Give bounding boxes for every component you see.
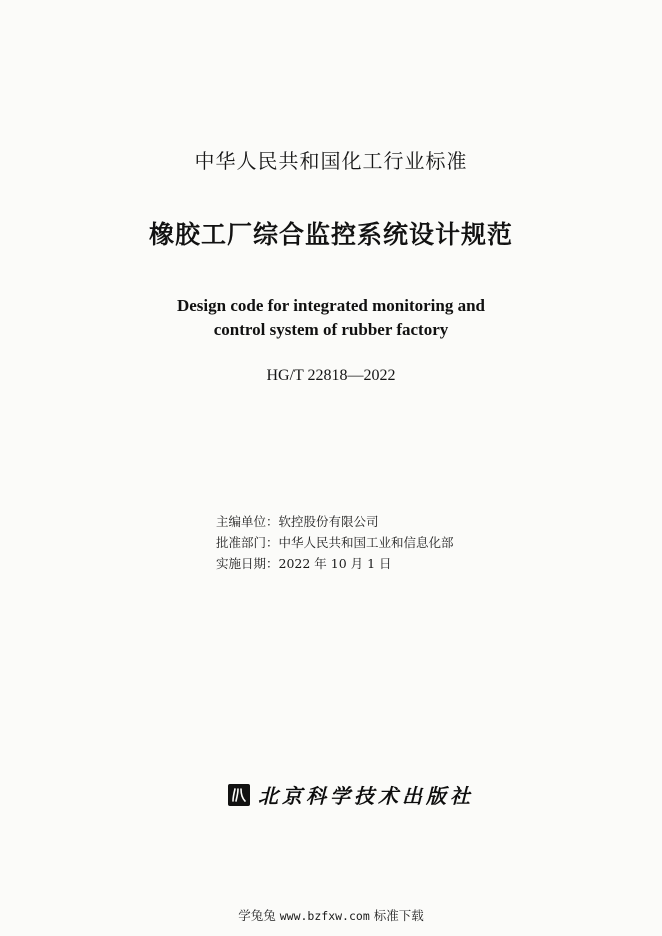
english-title-line-1: Design code for integrated monitoring and <box>176 296 486 315</box>
download-footer <box>0 906 662 924</box>
editor-unit: 主编单位：软控股份有限公司 <box>216 514 379 529</box>
standard-code: HG/T 22818—2022 <box>266 367 396 384</box>
document-title-chinese: 橡胶工厂综合监控系统设计规范 <box>148 220 513 249</box>
english-title-line-2: control system of rubber factory <box>213 320 449 339</box>
document-meta-block <box>216 511 454 574</box>
effective-date: 实施日期：2022 年 10 月 1 日 <box>216 556 392 571</box>
footer-site-name: 学兔兔 <box>238 908 276 923</box>
approving-department: 批准部门：中华人民共和国工业和信息化部 <box>216 535 454 550</box>
footer-url[interactable]: www.bzfxw.com <box>279 909 370 923</box>
publisher-block <box>228 780 474 809</box>
standard-category-header: 中华人民共和国化工行业标准 <box>194 149 468 173</box>
footer-suffix: 标准下载 <box>373 908 424 923</box>
document-title-english <box>0 294 662 342</box>
publisher-name: 北京科学技术出版社 <box>258 784 474 808</box>
publisher-logo-icon <box>228 784 250 806</box>
